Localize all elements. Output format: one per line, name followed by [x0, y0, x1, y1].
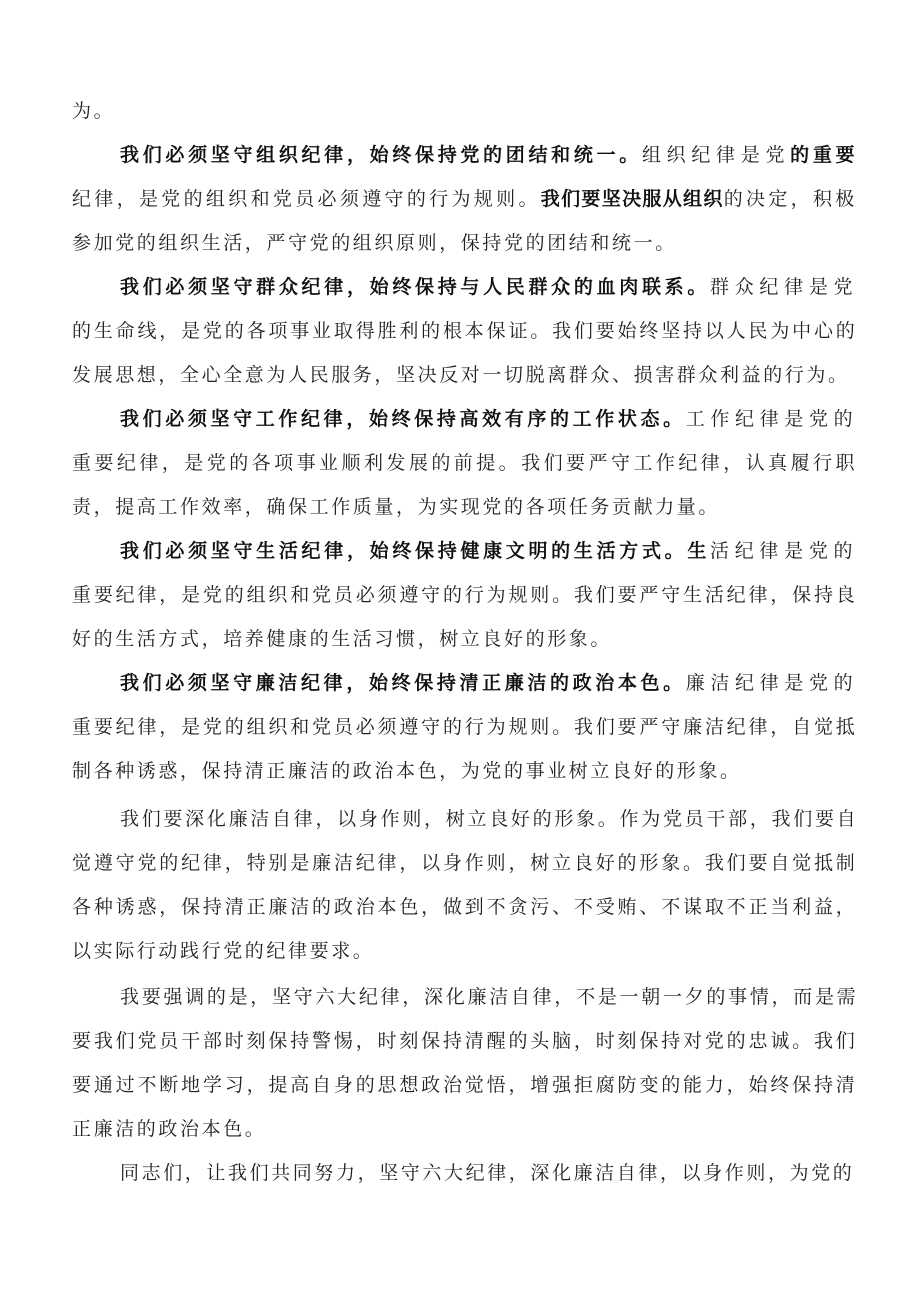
emphasis-text: 我们要坚决服从组织	[540, 188, 724, 210]
body-text: 重要纪律，是党的组织和党员必须遵守的行为规则。我们要严守生活纪律，保持良	[72, 584, 858, 606]
text-line	[120, 1159, 854, 1187]
text-line	[72, 1071, 858, 1099]
body-text: 觉遵守党的纪律，特别是廉洁纪律，以身作则，树立良好的形象。我们要自觉抵制	[72, 852, 858, 874]
text-line	[72, 361, 850, 389]
body-text: 正廉洁的政治本色。	[72, 1118, 267, 1140]
text-line	[120, 141, 858, 169]
text-line	[120, 405, 858, 433]
text-line	[72, 757, 742, 785]
body-text: 我要强调的是，坚守六大纪律，深化廉洁自律，不是一朝一夕的事情，而是需	[120, 986, 859, 1008]
text-line	[72, 937, 374, 965]
text-line	[72, 625, 612, 653]
text-line	[72, 493, 720, 521]
body-text: 为。	[72, 100, 116, 122]
body-text: 重要纪律，是党的组织和党员必须遵守的行为规则。我们要严守廉洁纪律，自觉抵	[72, 716, 858, 738]
text-line	[72, 1027, 858, 1055]
body-text: 责，提高工作效率，确保工作质量，为实现党的各项任务贡献力量。	[72, 496, 721, 518]
body-text: 活纪律是党的	[710, 540, 859, 562]
text-line	[72, 185, 858, 213]
emphasis-text: 我们必须坚守组织纪律，始终保持党的团结和统一。	[120, 144, 642, 166]
text-line	[72, 581, 858, 609]
text-line	[72, 849, 858, 877]
text-line	[120, 805, 858, 833]
body-text: 工作纪律是党的	[685, 408, 859, 430]
body-text: 重要纪律，是党的各项事业顺利发展的前提。我们要严守工作纪律，认真履行职	[72, 452, 859, 474]
text-line	[72, 893, 858, 921]
text-line	[120, 983, 858, 1011]
body-text: 好的生活方式，培养健康的生活习惯，树立良好的形象。	[72, 628, 613, 650]
body-text: 要我们党员干部时刻保持警惕，时刻保持清醒的头脑，时刻保持对党的忠诚。我们	[72, 1030, 858, 1052]
body-text: 同志们，让我们共同努力，坚守六大纪律，深化廉洁自律，以身作则，为党的	[120, 1162, 855, 1184]
body-text: 群众纪律是党	[710, 276, 859, 298]
text-line	[72, 317, 858, 345]
body-text: 各种诱惑，保持清正廉洁的政治本色，做到不贪污、不受贿、不谋取不正当利益，	[72, 896, 858, 918]
body-text: 的决定，积极	[723, 188, 858, 210]
body-text: 发展思想，全心全意为人民服务，坚决反对一切脱离群众、损害群众利益的行为。	[72, 364, 850, 386]
body-text: 纪律，是党的组织和党员必须遵守的行为规则。	[72, 188, 541, 210]
body-text: 参加党的组织生活，严守党的组织原则，保持党的团结和统一。	[72, 232, 677, 254]
emphasis-text: 的重要	[790, 144, 859, 166]
body-text: 要通过不断地学习，提高自身的思想政治觉悟，增强拒腐防变的能力，始终保持清	[72, 1074, 858, 1096]
emphasis-text: 我们必须坚守群众纪律，始终保持与人民群众的血肉联系。	[120, 276, 711, 298]
text-line	[72, 713, 858, 741]
emphasis-text: 我们必须坚守廉洁纪律，始终保持清正廉洁的政治本色。	[120, 672, 686, 694]
text-line	[72, 229, 677, 257]
emphasis-text: 我们必须坚守生活纪律，始终保持健康文明的生活方式。生	[120, 540, 711, 562]
body-text: 组织纪律是党	[641, 144, 791, 166]
text-line	[72, 1115, 266, 1143]
body-text: 廉洁纪律是党的	[685, 672, 859, 694]
text-line	[72, 97, 115, 125]
body-text: 以实际行动践行党的纪律要求。	[72, 940, 375, 962]
text-line	[120, 273, 858, 301]
body-text: 的生命线，是党的各项事业取得胜利的根本保证。我们要始终坚持以人民为中心的	[72, 320, 858, 342]
text-line	[72, 449, 858, 477]
text-line	[120, 669, 858, 697]
body-text: 我们要深化廉洁自律，以身作则，树立良好的形象。作为党员干部，我们要自	[120, 808, 859, 830]
text-line	[120, 537, 858, 565]
emphasis-text: 我们必须坚守工作纪律，始终保持高效有序的工作状态。	[120, 408, 686, 430]
body-text: 制各种诱惑，保持清正廉洁的政治本色，为党的事业树立良好的形象。	[72, 760, 742, 782]
